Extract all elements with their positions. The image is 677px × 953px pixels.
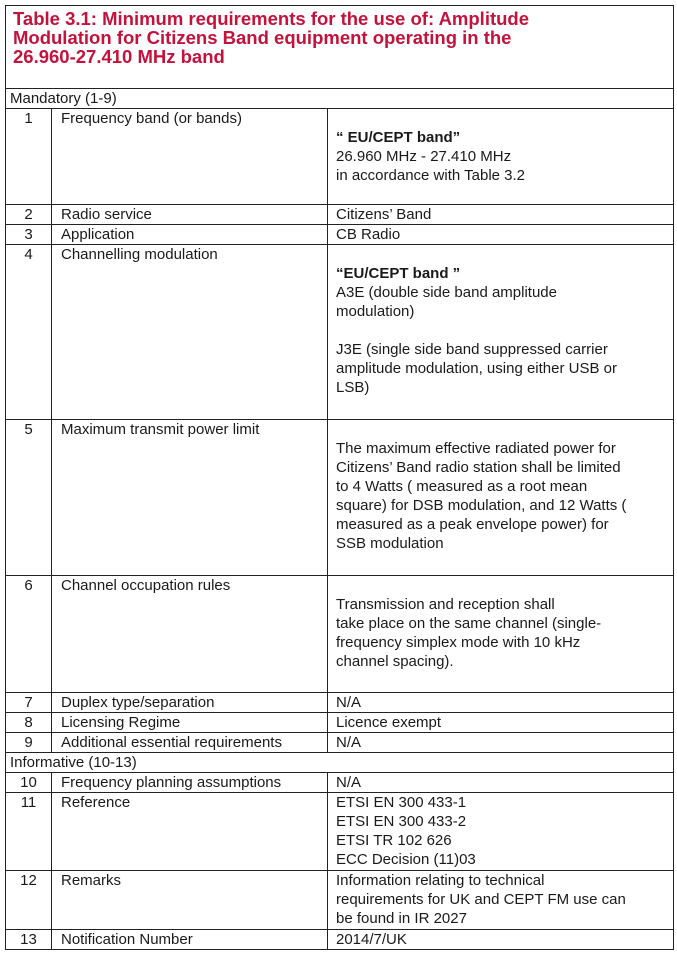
table-row — [6, 713, 674, 733]
table-row — [6, 773, 674, 793]
row-number: 4 — [6, 245, 52, 420]
section-row-mandatory — [6, 89, 674, 109]
table-title — [6, 6, 674, 89]
row-value: Licence exempt — [328, 713, 674, 733]
row-number: 8 — [6, 713, 52, 733]
table-row — [6, 109, 674, 205]
row-number: 12 — [6, 871, 52, 930]
row-value: N/A — [328, 693, 674, 713]
value-line: take place on the same channel (single- — [336, 615, 602, 632]
value-line: in accordance with Table 3.2 — [336, 167, 526, 184]
row-number: 11 — [6, 793, 52, 871]
section-label-mandatory: Mandatory (1-9) — [6, 89, 674, 109]
row-label: Reference — [52, 793, 328, 871]
table-row — [6, 693, 674, 713]
row-value — [328, 245, 674, 420]
table-row — [6, 225, 674, 245]
value-line: Citizens’ Band radio station shall be limited — [336, 459, 621, 476]
row-number: 10 — [6, 773, 52, 793]
table-row — [6, 793, 674, 871]
row-number: 3 — [6, 225, 52, 245]
row-label: Radio service — [52, 205, 328, 225]
value-line: to 4 Watts ( measured as a root mean — [336, 478, 588, 495]
row-value — [328, 576, 674, 693]
value-line: SSB modulation — [336, 535, 444, 552]
row-label: Channelling modulation — [52, 245, 328, 420]
row-number: 13 — [6, 930, 52, 950]
row-label: Duplex type/separation — [52, 693, 328, 713]
row-label: Licensing Regime — [52, 713, 328, 733]
table-title-row — [6, 6, 674, 89]
value-line: measured as a peak envelope power) for — [336, 516, 609, 533]
value-line: modulation) — [336, 303, 415, 320]
value-line: ETSI EN 300 433-1 — [336, 794, 467, 811]
row-value — [328, 420, 674, 576]
value-line: 26.960 MHz - 27.410 MHz — [336, 148, 512, 165]
row-label: Notification Number — [52, 930, 328, 950]
row-number: 1 — [6, 109, 52, 205]
row-label: Remarks — [52, 871, 328, 930]
value-line: be found in IR 2027 — [336, 910, 467, 927]
value-line: ETSI TR 102 626 — [336, 832, 452, 849]
table-row — [6, 420, 674, 576]
table-row — [6, 871, 674, 930]
row-label: Channel occupation rules — [52, 576, 328, 693]
row-value — [328, 793, 674, 871]
row-value: N/A — [328, 733, 674, 753]
table-row — [6, 205, 674, 225]
row-label: Additional essential requirements — [52, 733, 328, 753]
row-label: Maximum transmit power limit — [52, 420, 328, 576]
value-heading: “ EU/CEPT band” — [336, 129, 461, 146]
table-row — [6, 930, 674, 950]
row-label: Application — [52, 225, 328, 245]
row-value: CB Radio — [328, 225, 674, 245]
value-line: Transmission and reception shall — [336, 596, 555, 613]
requirements-table — [5, 5, 674, 950]
row-label: Frequency band (or bands) — [52, 109, 328, 205]
value-line: J3E (single side band suppressed carrier — [336, 341, 608, 358]
value-line: ECC Decision (11)03 — [336, 851, 476, 868]
value-line: frequency simplex mode with 10 kHz — [336, 634, 581, 651]
table-row — [6, 576, 674, 693]
value-line: ETSI EN 300 433-2 — [336, 813, 467, 830]
title-line: 26.960-27.410 MHz band — [13, 46, 225, 67]
row-value — [328, 109, 674, 205]
row-value: N/A — [328, 773, 674, 793]
row-value — [328, 871, 674, 930]
value-line: A3E (double side band amplitude — [336, 284, 557, 301]
table-row — [6, 733, 674, 753]
row-value: 2014/7/UK — [328, 930, 674, 950]
row-number: 5 — [6, 420, 52, 576]
row-value: Citizens’ Band — [328, 205, 674, 225]
section-row-informative — [6, 753, 674, 773]
value-line: requirements for UK and CEPT FM use can — [336, 891, 626, 908]
value-line: Information relating to technical — [336, 872, 545, 889]
value-line: channel spacing). — [336, 653, 454, 670]
title-line: Modulation for Citizens Band equipment operating in the — [13, 27, 512, 48]
value-heading: “EU/CEPT band ” — [336, 265, 461, 282]
row-number: 6 — [6, 576, 52, 693]
row-label: Frequency planning assumptions — [52, 773, 328, 793]
value-line: LSB) — [336, 379, 370, 396]
value-line: square) for DSB modulation, and 12 Watts ( — [336, 497, 627, 514]
table-row — [6, 245, 674, 420]
value-line: amplitude modulation, using either USB or — [336, 360, 617, 377]
row-number: 7 — [6, 693, 52, 713]
section-label-informative: Informative (10-13) — [6, 753, 674, 773]
row-number: 9 — [6, 733, 52, 753]
row-number: 2 — [6, 205, 52, 225]
value-line: The maximum effective radiated power for — [336, 440, 616, 457]
title-line: Table 3.1: Minimum requirements for the use of: Amplitude — [13, 8, 530, 29]
